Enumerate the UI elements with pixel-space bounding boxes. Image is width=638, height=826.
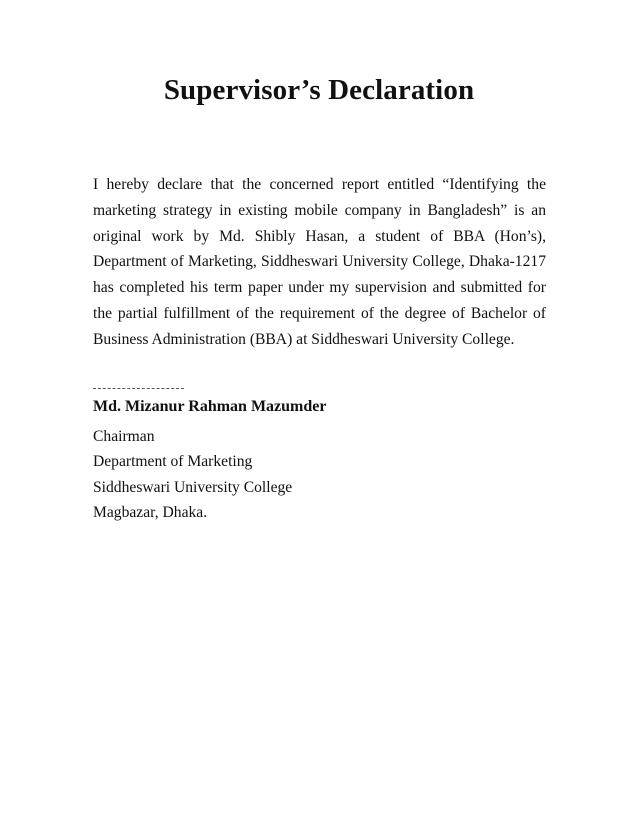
supervisor-department: Department of Marketing (93, 453, 253, 471)
supervisor-name: Md. Mizanur Rahman Mazumder (93, 398, 327, 415)
signature-line (93, 388, 184, 389)
supervisor-details (93, 424, 292, 525)
declaration-paragraph: I hereby declare that the concerned report entitled “Identifying the marketing strategy in existing mobile company in Bangladesh” is an original work by Md. Shibly Hasan, a student of BBA (Hon’s), Department of Marketing, Siddheswari University College, Dhaka-1217 has completed his term paper under my supervision and submitted for the partial fulfillment of the requirement of the degree of Bachelor of Business Administration (BBA) at Siddheswari University College. (93, 176, 546, 348)
supervisor-institution: Siddheswari University College (93, 478, 293, 496)
page-title: Supervisor’s Declaration (163, 74, 475, 106)
supervisor-address: Magbazar, Dhaka. (93, 503, 208, 521)
supervisor-title: Chairman (93, 428, 155, 445)
